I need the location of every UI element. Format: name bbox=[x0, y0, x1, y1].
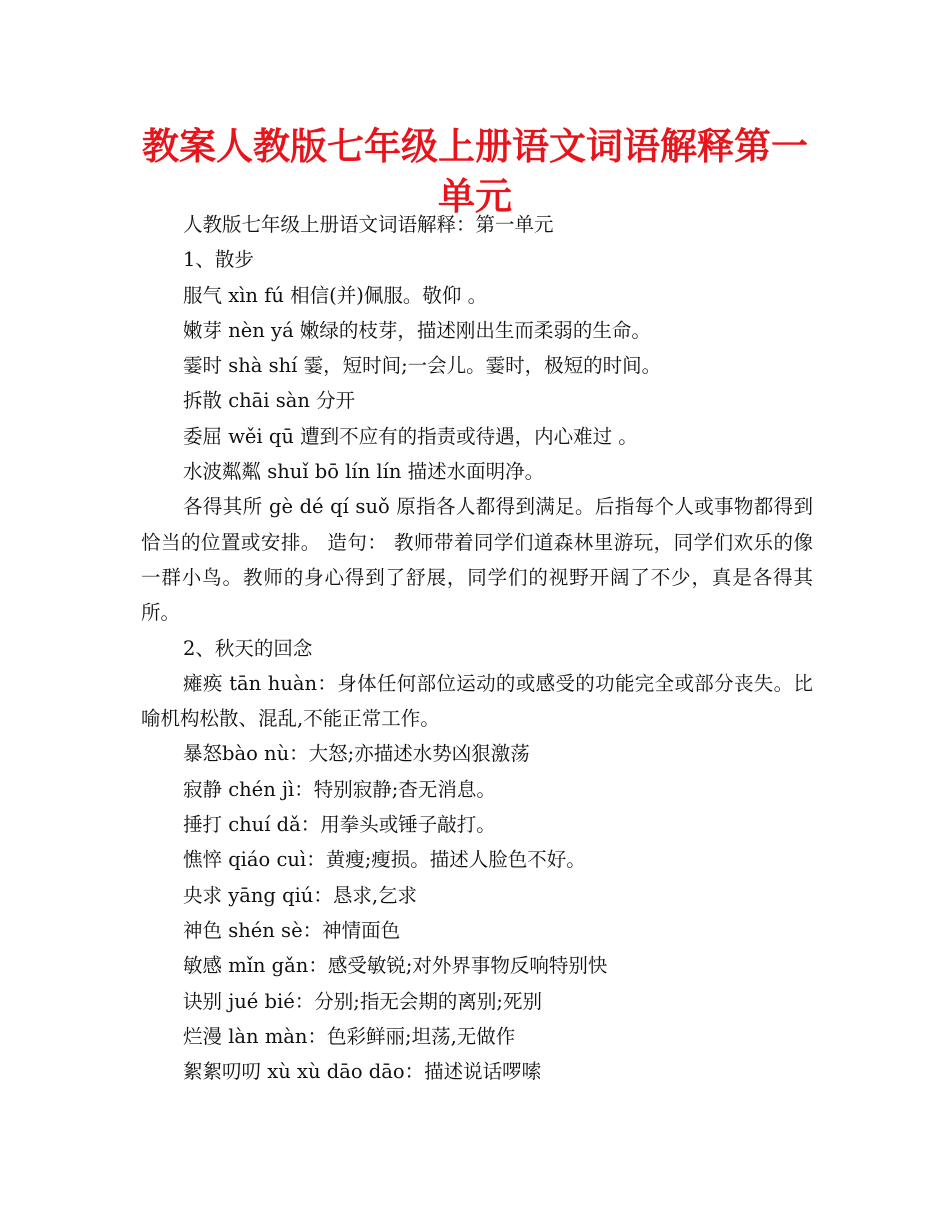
vocab-entry-long: 瘫痪 tān huàn：身体任何部位运动的或感受的功能完全或部分丧失。比喻机构松散、混乱,不能正常工作。 bbox=[141, 671, 813, 731]
vocab-entry: 憔悴 qiáo cuì：黄瘦;瘦损。描述人脸色不好。 bbox=[183, 848, 586, 872]
vocab-entry: 絮絮叨叨 xù xù dāo dāo：描述说话啰嗦 bbox=[183, 1060, 542, 1084]
vocab-entry: 霎时 shà shí 霎，短时间;一会儿。霎时，极短的时间。 bbox=[183, 354, 662, 378]
vocab-entry: 央求 yāng qiú：恳求,乞求 bbox=[183, 883, 418, 907]
intro-line: 人教版七年级上册语文词语解释：第一单元 bbox=[183, 213, 554, 236]
title-line-2: 单元 bbox=[438, 175, 512, 218]
vocab-entry: 神色 shén sè：神情面色 bbox=[183, 918, 401, 942]
vocab-entry: 诀别 jué bié：分别;指无会期的离别;死别 bbox=[183, 989, 542, 1013]
vocab-entry: 捶打 chuí dǎ：用拳头或锤子敲打。 bbox=[183, 813, 496, 837]
title-line-1: 教案人教版七年级上册语文词语解释第一 bbox=[142, 125, 808, 168]
section-heading: 2、秋天的回念 bbox=[183, 636, 313, 660]
vocab-entry: 服气 xìn fú 相信(并)佩服。敬仰 。 bbox=[183, 283, 488, 307]
vocab-entry: 嫩芽 nèn yá 嫩绿的枝芽，描述刚出生而柔弱的生命。 bbox=[183, 318, 651, 342]
section-heading: 1、散步 bbox=[183, 248, 254, 272]
vocab-entry-long: 各得其所 gè dé qí suǒ 原指各人都得到满足。后指每个人或事物都得到恰当的位置或安排。 造句： 教师带着同学们道森林里游玩，同学们欢乐的像一群小鸟。教师的身心得到了舒展，同学们的视野开阔了不少，真是各得其所。 bbox=[141, 495, 813, 625]
vocab-entry: 暴怒bào nù：大怒;亦描述水势凶狠激荡 bbox=[183, 742, 530, 766]
document-body bbox=[141, 207, 813, 1089]
vocab-entry: 水波粼粼 shuǐ bō lín lín 描述水面明净。 bbox=[183, 460, 545, 484]
vocab-entry: 敏感 mǐn gǎn：感受敏锐;对外界事物反响特别快 bbox=[183, 954, 608, 978]
vocab-entry: 拆散 chāi sàn 分开 bbox=[183, 389, 356, 413]
vocab-entry: 寂静 chén jì：特别寂静;杳无消息。 bbox=[183, 777, 496, 801]
vocab-entry: 烂漫 làn màn：色彩鲜丽;坦荡,无做作 bbox=[183, 1024, 516, 1048]
vocab-entry: 委屈 wěi qū 遭到不应有的指责或待遇，内心难过 。 bbox=[183, 424, 638, 448]
